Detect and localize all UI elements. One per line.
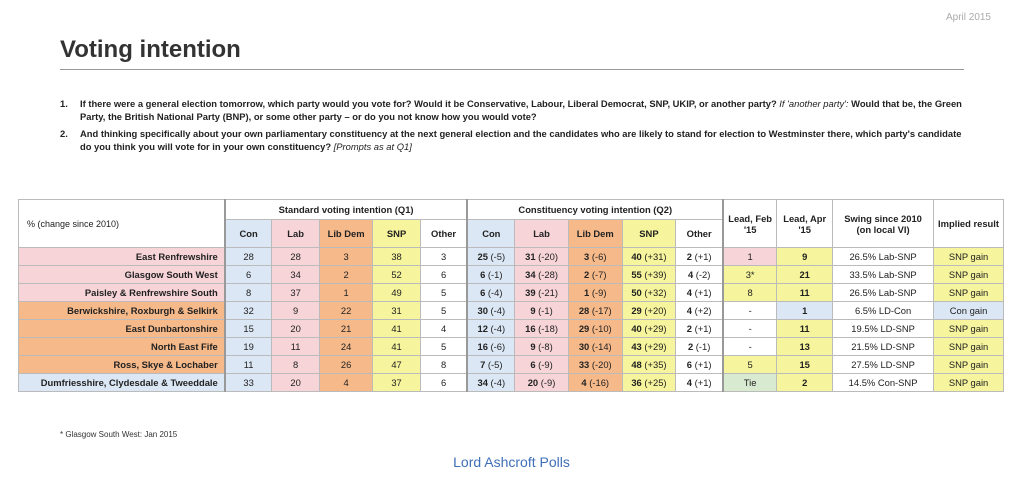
- q1-value: 5: [420, 302, 467, 320]
- q2-cell: [676, 338, 723, 356]
- q2-value: 30: [477, 305, 488, 316]
- table-row: [19, 302, 1004, 320]
- q2-cell: [568, 266, 622, 284]
- lead-apr: 9: [777, 248, 833, 266]
- q2-change: (-9): [591, 287, 607, 298]
- q1-value: 8: [272, 356, 319, 374]
- q2-col-con: Con: [467, 220, 514, 248]
- q2-change: (-18): [538, 323, 558, 334]
- q2-change: (-17): [591, 305, 612, 316]
- q2-change: (-14): [591, 341, 612, 352]
- q2-change: (+1): [694, 287, 712, 298]
- lead-feb: 3*: [723, 266, 777, 284]
- q2-cell: [622, 302, 676, 320]
- constituency-name: Paisley & Renfrewshire South: [19, 284, 225, 302]
- implied-result: SNP gain: [934, 356, 1004, 374]
- q2-value: 2: [686, 251, 692, 262]
- q2-value: 4: [686, 377, 692, 388]
- table-row: [19, 374, 1004, 392]
- q2-cell: [515, 338, 569, 356]
- q2-change: (+29): [644, 323, 667, 334]
- q1-value: 19: [225, 338, 272, 356]
- question-prompt: If 'another party':: [779, 98, 849, 109]
- implied-result: SNP gain: [934, 338, 1004, 356]
- q2-cell: [467, 374, 514, 392]
- q1-value: 3: [319, 248, 373, 266]
- q2-cell: [515, 356, 569, 374]
- q2-value: 40: [631, 323, 642, 334]
- q2-change: (+25): [644, 377, 667, 388]
- question-text: And thinking specifically about your own parliamentary constituency at the next general election and the candidates who are likely to stand for election to Westminster there, which party's candidate do you think you will vote for in your own constituency?: [80, 128, 962, 152]
- q2-change: (-7): [591, 269, 607, 280]
- q1-value: 11: [225, 356, 272, 374]
- q2-cell: [568, 356, 622, 374]
- table-row: [19, 320, 1004, 338]
- q1-value: 1: [319, 284, 373, 302]
- q1-value: 26: [319, 356, 373, 374]
- implied-result: Con gain: [934, 302, 1004, 320]
- q1-value: 5: [420, 338, 467, 356]
- swing: 33.5% Lab-SNP: [833, 266, 934, 284]
- q1-value: 20: [272, 374, 319, 392]
- brand-logo-text: Lord Ashcroft Polls: [453, 454, 570, 470]
- table-row: [19, 248, 1004, 266]
- table-row: [19, 266, 1004, 284]
- q2-value: 29: [631, 305, 642, 316]
- lead-feb-header: Lead, Feb '15: [723, 200, 777, 248]
- q2-change: (-4): [490, 305, 506, 316]
- swing: 26.5% Lab-SNP: [833, 248, 934, 266]
- q2-change: (+39): [644, 269, 667, 280]
- q1-col-lab: Lab: [272, 220, 319, 248]
- q2-value: 36: [631, 377, 642, 388]
- q2-change: (-10): [591, 323, 612, 334]
- q2-value: 40: [631, 251, 642, 262]
- q1-col-libdem: Lib Dem: [319, 220, 373, 248]
- q2-value: 9: [530, 341, 536, 352]
- swing: 27.5% LD-SNP: [833, 356, 934, 374]
- q1-value: 28: [272, 248, 319, 266]
- questions-block: [60, 97, 970, 157]
- q2-value: 3: [584, 251, 590, 262]
- q2-change: (-9): [538, 359, 553, 370]
- lead-feb: Tie: [723, 374, 777, 392]
- q1-value: 37: [272, 284, 319, 302]
- q2-value: 50: [631, 287, 642, 298]
- q1-col-other: Other: [420, 220, 467, 248]
- constituency-name: East Dunbartonshire: [19, 320, 225, 338]
- lead-feb: 5: [723, 356, 777, 374]
- swing: 21.5% LD-SNP: [833, 338, 934, 356]
- q2-cell: [467, 302, 514, 320]
- lead-apr: 11: [777, 320, 833, 338]
- q2-value: 55: [631, 269, 642, 280]
- question-number: 1.: [60, 98, 68, 109]
- q2-cell: [622, 320, 676, 338]
- q1-value: 32: [225, 302, 272, 320]
- q2-cell: [622, 266, 676, 284]
- q2-change: (-6): [490, 341, 506, 352]
- q1-col-snp: SNP: [373, 220, 420, 248]
- swing: 14.5% Con-SNP: [833, 374, 934, 392]
- q1-value: 41: [373, 338, 420, 356]
- lead-feb: -: [723, 302, 777, 320]
- q1-value: 37: [373, 374, 420, 392]
- footnote: * Glasgow South West: Jan 2015: [60, 430, 178, 439]
- q1-value: 3: [420, 248, 467, 266]
- q2-change: (-16): [589, 377, 610, 388]
- q1-value: 22: [319, 302, 373, 320]
- report-date: April 2015: [945, 12, 991, 23]
- q1-value: 38: [373, 248, 420, 266]
- question-prompt: [Prompts as at Q1]: [333, 141, 412, 152]
- q2-value: 34: [525, 269, 536, 280]
- title-divider: [60, 69, 964, 70]
- q2-cell: [467, 320, 514, 338]
- implied-result: SNP gain: [934, 248, 1004, 266]
- q2-cell: [515, 302, 569, 320]
- question-2: [60, 127, 970, 153]
- q2-change: (+2): [694, 305, 712, 316]
- q2-col-snp: SNP: [622, 220, 676, 248]
- constituency-name: East Renfrewshire: [19, 248, 225, 266]
- q2-value: 6: [686, 359, 692, 370]
- q2-cell: [676, 374, 723, 392]
- q2-cell: [467, 266, 514, 284]
- constituency-name: Berwickshire, Roxburgh & Selkirk: [19, 302, 225, 320]
- question-text: If there were a general election tomorrow, which party would you vote for? Would it be Conservative, Labour, Liberal Democrat, SNP, UKIP, or another party?: [80, 98, 777, 109]
- q2-change: (+35): [644, 359, 667, 370]
- q2-cell: [515, 284, 569, 302]
- q2-value: 6: [480, 287, 486, 298]
- q2-change: (-4): [487, 287, 503, 298]
- q2-cell: [467, 284, 514, 302]
- q2-cell: [622, 338, 676, 356]
- q2-change: (-28): [538, 269, 558, 280]
- q1-value: 24: [319, 338, 373, 356]
- q2-change: (+1): [694, 251, 712, 262]
- q2-value: 9: [530, 305, 536, 316]
- q2-value: 6: [480, 269, 486, 280]
- implied-result: SNP gain: [934, 374, 1004, 392]
- q2-cell: [568, 302, 622, 320]
- lead-feb: 8: [723, 284, 777, 302]
- q2-cell: [676, 302, 723, 320]
- q1-value: 20: [272, 320, 319, 338]
- q2-cell: [676, 266, 723, 284]
- question-number: 2.: [60, 128, 68, 139]
- q1-value: 4: [420, 320, 467, 338]
- q2-change: (-6): [591, 251, 607, 262]
- q2-value: 16: [525, 323, 536, 334]
- swing: 19.5% LD-SNP: [833, 320, 934, 338]
- constituency-name: Glasgow South West: [19, 266, 225, 284]
- lead-feb: 1: [723, 248, 777, 266]
- table-row: [19, 356, 1004, 374]
- q2-cell: [515, 266, 569, 284]
- implied-result: SNP gain: [934, 320, 1004, 338]
- q2-value: 2: [687, 341, 694, 352]
- q1-value: 52: [373, 266, 420, 284]
- q2-cell: [467, 248, 514, 266]
- q2-value: 48: [631, 359, 642, 370]
- q2-change: (-5): [487, 359, 503, 370]
- q1-value: 9: [272, 302, 319, 320]
- q2-value: 2: [584, 269, 590, 280]
- q1-value: 8: [225, 284, 272, 302]
- q2-change: (-1): [487, 269, 503, 280]
- q1-value: 28: [225, 248, 272, 266]
- q2-value: 33: [578, 359, 590, 370]
- implied-result: SNP gain: [934, 266, 1004, 284]
- q1-value: 15: [225, 320, 272, 338]
- q1-value: 49: [373, 284, 420, 302]
- q2-change: (+31): [644, 251, 667, 262]
- q2-change: (-4): [490, 377, 506, 388]
- q2-value: 25: [477, 251, 488, 262]
- q1-value: 41: [373, 320, 420, 338]
- table-note: % (change since 2010): [19, 200, 225, 248]
- q2-change: (-2): [695, 269, 711, 280]
- q2-change: (-20): [591, 359, 612, 370]
- q1-col-con: Con: [225, 220, 272, 248]
- q2-value: 20: [527, 377, 539, 388]
- q1-value: 11: [272, 338, 319, 356]
- q2-col-other: Other: [676, 220, 723, 248]
- q2-col-lab: Lab: [515, 220, 569, 248]
- q2-value: 6: [530, 359, 536, 370]
- q2-col-libdem: Lib Dem: [568, 220, 622, 248]
- q2-value: 7: [480, 359, 486, 370]
- q2-cell: [568, 248, 622, 266]
- q2-value: 29: [578, 323, 590, 334]
- q2-value: 4: [686, 305, 692, 316]
- q2-cell: [515, 374, 569, 392]
- q2-value: 4: [687, 269, 694, 280]
- q2-cell: [568, 284, 622, 302]
- results-table: [18, 199, 1004, 392]
- constituency-name: Dumfriesshire, Clydesdale & Tweeddale: [19, 374, 225, 392]
- page-title: Voting intention: [60, 36, 241, 63]
- q2-value: 28: [578, 305, 590, 316]
- q2-change: (-9): [540, 377, 556, 388]
- q2-change: (+1): [694, 359, 712, 370]
- q1-value: 8: [420, 356, 467, 374]
- q1-value: 2: [319, 266, 373, 284]
- q2-cell: [676, 284, 723, 302]
- q2-change: (-1): [538, 305, 553, 316]
- lead-apr: 21: [777, 266, 833, 284]
- q2-change: (+29): [644, 341, 667, 352]
- q1-value: 31: [373, 302, 420, 320]
- lead-apr: 11: [777, 284, 833, 302]
- q2-cell: [467, 338, 514, 356]
- implied-header: Implied result: [934, 200, 1004, 248]
- q2-change: (+20): [644, 305, 667, 316]
- q2-cell: [676, 356, 723, 374]
- q2-value: 4: [581, 377, 587, 388]
- q2-cell: [467, 356, 514, 374]
- q2-change: (-4): [490, 323, 506, 334]
- q2-cell: [622, 248, 676, 266]
- q2-change: (+32): [644, 287, 667, 298]
- lead-apr: 2: [777, 374, 833, 392]
- implied-result: SNP gain: [934, 284, 1004, 302]
- q2-cell: [568, 338, 622, 356]
- q2-change: (-21): [538, 287, 558, 298]
- swing-header: Swing since 2010 (on local VI): [833, 200, 934, 248]
- q2-cell: [568, 374, 622, 392]
- q2-value: 30: [578, 341, 590, 352]
- q2-change: (+1): [694, 377, 712, 388]
- q2-value: 34: [477, 377, 488, 388]
- lead-apr: 1: [777, 302, 833, 320]
- lead-apr: 13: [777, 338, 833, 356]
- q2-cell: [676, 248, 723, 266]
- q1-value: 4: [319, 374, 373, 392]
- q2-cell: [622, 284, 676, 302]
- q2-value: 39: [525, 287, 536, 298]
- swing: 6.5% LD-Con: [833, 302, 934, 320]
- q2-change: (-20): [538, 251, 558, 262]
- swing: 26.5% Lab-SNP: [833, 284, 934, 302]
- lead-apr: 15: [777, 356, 833, 374]
- q1-value: 5: [420, 284, 467, 302]
- lead-feb: -: [723, 338, 777, 356]
- question-text-continued: Would that be, the Green Party, the British National Party (BNP), or some other party – or do you not know how you would vote?: [80, 98, 962, 122]
- q2-change: (+1): [694, 323, 712, 334]
- q2-change: (-1): [695, 341, 711, 352]
- q2-header: Constituency voting intention (Q2): [467, 200, 723, 220]
- q1-value: 6: [420, 374, 467, 392]
- q2-value: 1: [584, 287, 590, 298]
- constituency-name: North East Fife: [19, 338, 225, 356]
- q2-value: 16: [477, 341, 488, 352]
- q1-value: 34: [272, 266, 319, 284]
- q2-value: 2: [686, 323, 692, 334]
- q2-cell: [676, 320, 723, 338]
- q2-change: (-8): [538, 341, 553, 352]
- q2-cell: [515, 248, 569, 266]
- lead-feb: -: [723, 320, 777, 338]
- q1-value: 33: [225, 374, 272, 392]
- q2-cell: [622, 374, 676, 392]
- lead-apr-header: Lead, Apr '15: [777, 200, 833, 248]
- q2-value: 43: [631, 341, 642, 352]
- table-row: [19, 338, 1004, 356]
- constituency-name: Ross, Skye & Lochaber: [19, 356, 225, 374]
- q2-value: 31: [525, 251, 536, 262]
- q1-value: 6: [225, 266, 272, 284]
- q1-value: 47: [373, 356, 420, 374]
- q1-value: 21: [319, 320, 373, 338]
- q2-change: (-5): [490, 251, 506, 262]
- q1-header: Standard voting intention (Q1): [225, 200, 468, 220]
- q2-cell: [515, 320, 569, 338]
- q1-value: 6: [420, 266, 467, 284]
- table-row: [19, 284, 1004, 302]
- q2-cell: [568, 320, 622, 338]
- question-1: [60, 97, 970, 123]
- q2-value: 4: [686, 287, 692, 298]
- q2-cell: [622, 356, 676, 374]
- q2-value: 12: [477, 323, 488, 334]
